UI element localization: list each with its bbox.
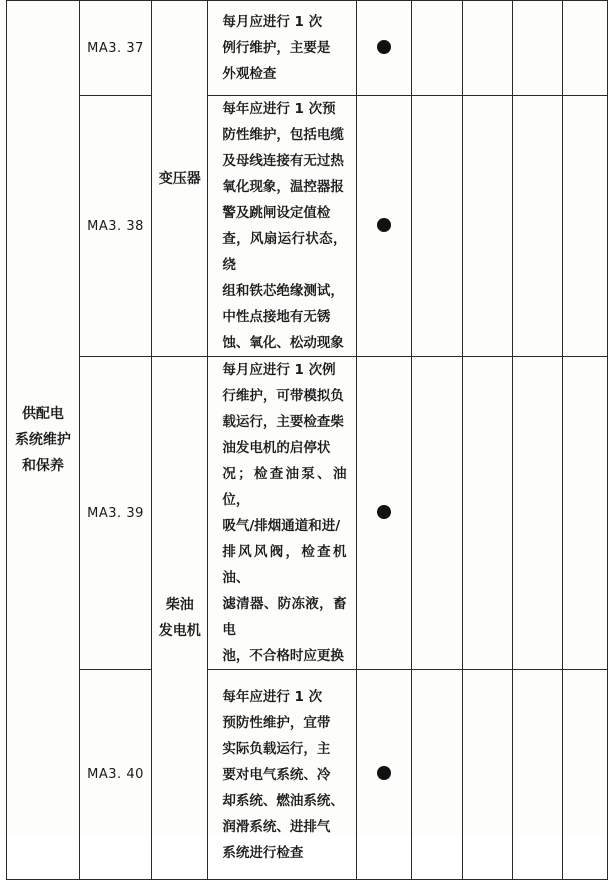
category-line: 和保养: [21, 458, 64, 474]
empty-cell: [562, 357, 607, 670]
empty-cell: [512, 96, 562, 357]
category-line: 供配电: [21, 406, 64, 422]
maintenance-table: [6, 0, 608, 880]
category-cell: [7, 1, 80, 880]
empty-cell: [462, 357, 512, 670]
category-line: 系统维护: [14, 432, 71, 448]
empty-cell: [462, 1, 512, 96]
item-code: MA3. 38: [79, 96, 151, 357]
maintenance-description: 每月应进行 1 次例 行维护，可带模拟负 载运行，主要检查柴 油发电机的启停状 况；检查油泵、油位， 吸气/排烟通道和进/ 排风风阀，检查机油、 滤清器、防冻液，畜电 池，不合格时应更换: [208, 357, 357, 670]
empty-cell: [462, 670, 512, 880]
empty-cell: [411, 357, 462, 670]
empty-cell: [512, 357, 562, 670]
equipment-label: 柴油: [165, 597, 194, 613]
equipment-label: 变压器: [158, 170, 201, 187]
table-row: [7, 96, 608, 357]
empty-cell: [411, 670, 462, 880]
table-row: [7, 670, 608, 880]
empty-cell: [512, 670, 562, 880]
empty-cell: [512, 1, 562, 96]
maintenance-description: 每年应进行 1 次预 防性维护，包括电缆 及母线连接有无过热 氧化现象，温控器报 警及跳闸设定值检 查，风扇运行状态，绕 组和铁芯绝缘测试， 中性点接地有无锈 蚀、氧化、松动现象: [208, 96, 357, 357]
filled-circle-icon: [377, 766, 391, 780]
maintenance-description: 每月应进行 1 次 例行维护，主要是 外观检查: [208, 1, 357, 96]
required-mark-cell: [357, 96, 411, 357]
required-mark-cell: [357, 670, 411, 880]
filled-circle-icon: [377, 218, 391, 232]
filled-circle-icon: [377, 505, 391, 519]
empty-cell: [411, 96, 462, 357]
item-code: MA3. 40: [79, 670, 151, 880]
table-row: [7, 357, 608, 670]
item-code: MA3. 37: [79, 1, 151, 96]
filled-circle-icon: [377, 40, 391, 54]
empty-cell: [411, 1, 462, 96]
required-mark-cell: [357, 1, 411, 96]
table-row: [7, 1, 608, 96]
item-code: MA3. 39: [79, 357, 151, 670]
equipment-label: 发电机: [158, 623, 201, 639]
empty-cell: [562, 1, 607, 96]
equipment-cell-generator: [152, 357, 208, 880]
empty-cell: [462, 96, 512, 357]
required-mark-cell: [357, 357, 411, 670]
empty-cell: [562, 670, 607, 880]
equipment-cell-transformer: [152, 1, 208, 357]
empty-cell: [562, 96, 607, 357]
maintenance-description: 每年应进行 1 次 预防性维护，宜带 实际负载运行，主 要对电气系统、冷 却系统、燃油系统、 润滑系统、进排气 系统进行检查: [208, 670, 357, 880]
